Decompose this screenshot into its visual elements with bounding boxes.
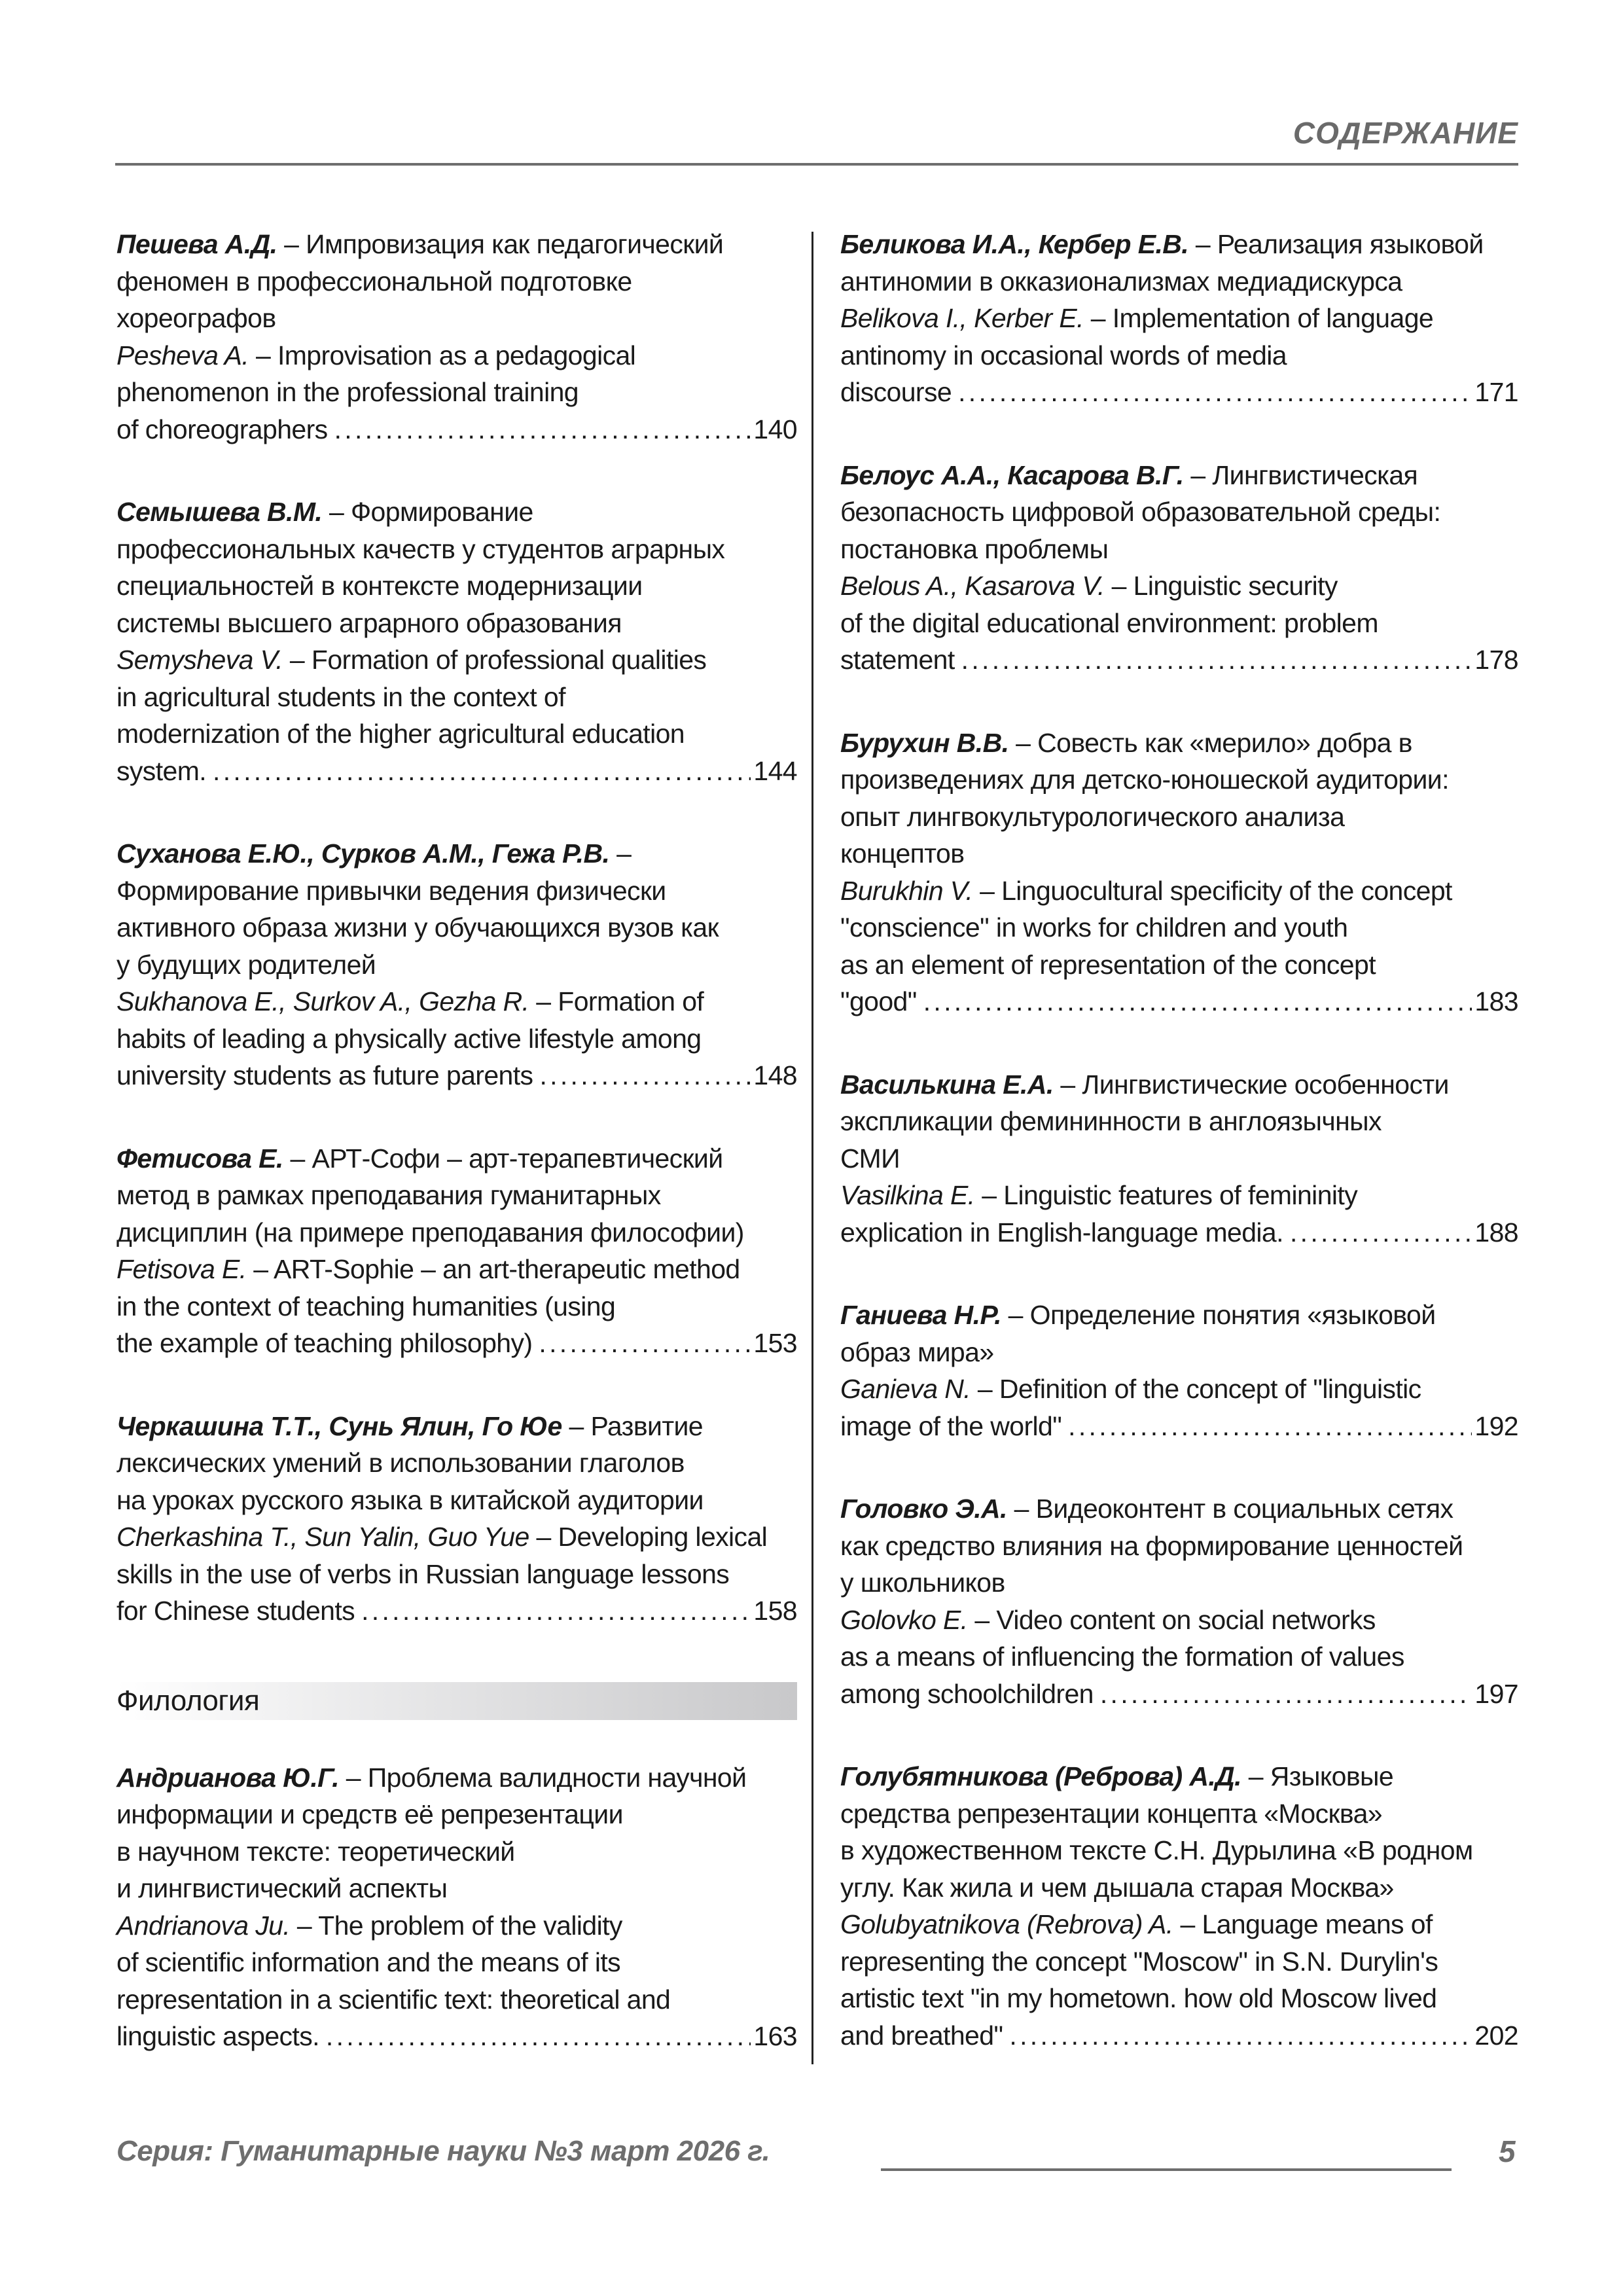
entry-author-ru: Голубятникова (Реброва) А.Д. xyxy=(840,1761,1241,1791)
entry-title-ru: антиномии в окказионализмах медиадискурса xyxy=(840,266,1402,296)
entry-ru-first-line xyxy=(840,1297,1518,1334)
entry-en-title-line xyxy=(116,374,797,411)
entry-ru-title-line xyxy=(116,872,797,910)
entry-title-ru: на уроках русского языка в китайской аудитории xyxy=(116,1484,704,1515)
entry-leader-line xyxy=(840,983,1518,1020)
entry-en-title-line xyxy=(116,679,797,716)
entry-en-text xyxy=(840,1983,1436,2013)
entry-ru-title-line xyxy=(116,1482,797,1519)
entry-page-number[interactable]: 183 xyxy=(1474,986,1518,1016)
entry-leader-line xyxy=(840,1676,1518,1713)
entry-title-ru: – Видеоконтент в социальных сетях xyxy=(1007,1494,1454,1524)
footer-series-title: Серия: Гуманитарные науки №3 март 2026 г. xyxy=(116,2135,770,2167)
entry-title-en: – Formation of xyxy=(529,986,704,1016)
entry-title-en: – Improvisation as a pedagogical xyxy=(249,340,636,370)
entry-page-number[interactable]: 197 xyxy=(1474,1678,1518,1709)
entry-title-en: of scientific information and the means of its xyxy=(116,1947,621,1977)
toc-entry[interactable] xyxy=(840,1758,1518,2054)
entry-ru-first-line xyxy=(840,1066,1518,1103)
entry-ru-title-line xyxy=(116,946,797,984)
entry-title-ru: постановка проблемы xyxy=(840,533,1109,564)
entry-title-en: – Language means of xyxy=(1173,1909,1433,1939)
entry-author-ru: Пешева А.Д. xyxy=(116,229,277,259)
entry-title-en: "conscience" in works for children and youth xyxy=(840,912,1348,942)
entry-en-text xyxy=(840,303,1433,333)
entry-author-en: Cherkashina T., Sun Yalin, Guo Yue xyxy=(116,1522,529,1552)
toc-entry[interactable] xyxy=(116,493,797,789)
entry-leader-line xyxy=(116,753,797,790)
entry-title-en: explication in English-language media. xyxy=(840,1217,1283,1247)
entry-title-en: university students as future parents xyxy=(116,1060,533,1090)
entry-en-title-line xyxy=(840,1943,1518,1981)
entry-ru-title-line xyxy=(116,1833,797,1871)
entry-en-text xyxy=(116,1559,729,1589)
entry-title-ru: хореографов xyxy=(116,303,276,333)
entry-title-ru: – Развитие xyxy=(562,1410,704,1441)
entry-en-title-line xyxy=(116,1251,797,1288)
entry-title-en: phenomenon in the professional training xyxy=(116,377,579,407)
entry-title-ru: средства репрезентации концепта «Москва» xyxy=(840,1798,1382,1829)
entry-title-en: antinomy in occasional words of media xyxy=(840,340,1287,370)
entry-en-text xyxy=(840,1408,1061,1445)
entry-ru-title-line xyxy=(840,1528,1518,1565)
entry-leader-line xyxy=(840,2017,1518,2054)
header-rule xyxy=(115,163,1518,166)
entry-title-en: as an element of representation of the concept xyxy=(840,949,1376,980)
entry-en-title-line xyxy=(116,1944,797,1981)
entry-en-text xyxy=(840,340,1287,370)
entry-page-number[interactable]: 148 xyxy=(753,1060,797,1090)
toc-entry[interactable] xyxy=(116,1140,797,1362)
entry-ru-title-line xyxy=(840,1869,1518,1907)
entry-leader-line xyxy=(116,2018,797,2055)
entry-en-text xyxy=(840,641,955,679)
entry-en-title-line xyxy=(116,1907,797,1945)
entry-ru-title-line xyxy=(840,531,1518,568)
entry-en-text xyxy=(840,1909,1433,1939)
entry-title-ru: – xyxy=(609,838,632,869)
dot-leader xyxy=(213,753,751,790)
entry-title-ru: как средство влияния на формирование ценностей xyxy=(840,1530,1463,1561)
entry-en-text xyxy=(116,377,579,407)
entry-ru-title-line xyxy=(840,1564,1518,1602)
entry-title-en: representing the concept "Moscow" in S.N. Durylin's xyxy=(840,1946,1438,1977)
entry-title-en: – Developing lexical xyxy=(529,1522,768,1552)
entry-en-text xyxy=(840,912,1347,942)
entry-en-text xyxy=(116,1947,620,1977)
entry-en-title-line xyxy=(840,1980,1518,2017)
entry-title-en: among schoolchildren xyxy=(840,1678,1094,1709)
entry-title-en: image of the world" xyxy=(840,1410,1062,1441)
entry-page-number[interactable]: 188 xyxy=(1474,1217,1518,1247)
entry-ru-title-line xyxy=(840,798,1518,836)
toc-entry[interactable] xyxy=(116,835,797,1094)
entry-title-ru: в художественном тексте С.Н. Дурылина «В родном xyxy=(840,1835,1473,1865)
entry-title-en: as a means of influencing the formation of values xyxy=(840,1641,1404,1672)
entry-en-text xyxy=(116,682,565,712)
entry-title-en: discourse xyxy=(840,377,952,407)
entry-ru-first-line xyxy=(116,1140,797,1177)
entry-title-ru: – Формирование xyxy=(322,497,533,527)
entry-en-text xyxy=(840,950,1376,980)
toc-entry[interactable] xyxy=(116,1759,797,2055)
entry-en-title-line xyxy=(840,909,1518,946)
dot-leader xyxy=(1290,1214,1472,1251)
entry-title-ru: феномен в профессиональной подготовке xyxy=(116,266,632,296)
entry-en-title-line xyxy=(840,872,1518,910)
toc-entry[interactable] xyxy=(840,1490,1518,1712)
entry-en-title-line xyxy=(116,1020,797,1058)
entry-ru-title-line xyxy=(116,605,797,642)
entry-ru-title-line xyxy=(840,835,1518,872)
entry-title-en: – ART-Sophie – an art-therapeutic method xyxy=(246,1254,740,1284)
entry-title-en: – Linguistic features of femininity xyxy=(974,1180,1358,1210)
entry-en-title-line xyxy=(840,1906,1518,1943)
entry-leader-line xyxy=(840,1408,1518,1445)
dot-leader xyxy=(1068,1408,1472,1445)
entry-ru-title-line xyxy=(840,1140,1518,1177)
footer-page-number: 5 xyxy=(1499,2134,1516,2168)
entry-en-text xyxy=(840,571,1338,601)
entry-title-en: – Definition of the concept of "linguistic xyxy=(971,1374,1421,1404)
entry-title-en: for Chinese students xyxy=(116,1596,355,1626)
entry-title-en: skills in the use of verbs in Russian language lessons xyxy=(116,1558,730,1589)
entry-title-en: artistic text "in my hometown. how old Moscow lived xyxy=(840,1983,1437,2013)
entry-title-ru: профессиональных качеств у студентов аграрных xyxy=(116,533,725,564)
entry-en-title-line xyxy=(840,1371,1518,1408)
toc-entry[interactable] xyxy=(116,1408,797,1630)
entry-en-title-line xyxy=(840,605,1518,642)
entry-author-ru: Черкашина Т.Т., Сунь Ялин, Го Юе xyxy=(116,1410,562,1441)
entry-title-ru: и лингвистический аспекты xyxy=(116,1873,448,1903)
entry-en-title-line xyxy=(116,1288,797,1325)
entry-title-ru: – Совесть как «мерило» добра в xyxy=(1008,727,1412,758)
dot-leader xyxy=(923,983,1472,1020)
entry-page-number[interactable]: 153 xyxy=(753,1328,797,1358)
dot-leader xyxy=(958,374,1472,411)
entry-en-text xyxy=(840,1605,1376,1635)
entry-en-title-line xyxy=(116,983,797,1020)
entry-ru-title-line xyxy=(116,300,797,337)
section-label: Филология xyxy=(116,1684,260,1717)
entry-author-en: Belous A., Kasarova V. xyxy=(840,571,1105,601)
entry-author-en: Vasilkina E. xyxy=(840,1180,975,1210)
entry-en-title-line xyxy=(840,337,1518,374)
toc-entry[interactable] xyxy=(116,226,797,448)
entry-page-number[interactable]: 144 xyxy=(753,755,797,786)
footer-rule xyxy=(881,2168,1452,2171)
entry-title-ru: опыт лингвокультурологического анализа xyxy=(840,801,1345,832)
entry-ru-title-line xyxy=(840,1334,1518,1371)
entry-title-en: habits of leading a physically active lifestyle among xyxy=(116,1023,702,1054)
entry-en-text xyxy=(116,340,635,370)
entry-en-text xyxy=(116,411,328,448)
entry-en-text xyxy=(116,1024,701,1054)
entry-author-ru: Семышева В.М. xyxy=(116,497,323,527)
entry-en-text xyxy=(116,1592,355,1630)
entry-title-ru: Формирование привычки ведения физически xyxy=(116,875,666,906)
entry-ru-first-line xyxy=(116,226,797,263)
entry-title-ru: – Лингвистическая xyxy=(1183,459,1418,490)
entry-en-text xyxy=(116,986,704,1016)
entry-title-ru: углу. Как жила и чем дышала старая Москва» xyxy=(840,1872,1394,1903)
entry-leader-line xyxy=(116,1057,797,1094)
entry-ru-title-line xyxy=(116,1870,797,1907)
entry-title-en: and breathed" xyxy=(840,2020,1003,2051)
toc-entry[interactable] xyxy=(840,457,1518,679)
toc-entry[interactable] xyxy=(840,226,1518,411)
entry-author-en: Golovko E. xyxy=(840,1604,968,1635)
entry-author-ru: Василькина Е.А. xyxy=(840,1069,1054,1100)
entry-ru-first-line xyxy=(116,1759,797,1797)
entry-leader-line xyxy=(840,641,1518,679)
entry-title-ru: – Импровизация как педагогический xyxy=(277,229,724,259)
entry-author-en: Andrianova Ju. xyxy=(116,1910,291,1941)
entry-title-ru: у будущих родителей xyxy=(116,949,376,980)
entry-title-en: of the digital educational environment: problem xyxy=(840,607,1378,638)
entry-title-ru: – Реализация языковой xyxy=(1188,229,1484,259)
entry-en-title-line xyxy=(116,641,797,679)
entry-page-number[interactable]: 163 xyxy=(753,2021,797,2051)
entry-en-text xyxy=(840,983,917,1020)
entry-en-text xyxy=(840,1641,1404,1672)
entry-title-en: – The problem of the validity xyxy=(290,1910,622,1941)
dot-leader xyxy=(326,2018,751,2055)
entry-ru-title-line xyxy=(116,567,797,605)
entry-ru-title-line xyxy=(116,1796,797,1833)
entry-ru-title-line xyxy=(840,1832,1518,1869)
entry-title-ru: – Определение понятия «языковой xyxy=(1001,1300,1436,1330)
entry-title-en: in agricultural students in the context of xyxy=(116,681,565,712)
entry-title-ru: – АРТ-Софи – арт-терапевтический xyxy=(283,1143,723,1174)
entry-title-en: – Formation of professional qualities xyxy=(283,645,707,675)
entry-en-text xyxy=(116,1254,740,1284)
entry-en-text xyxy=(840,1180,1357,1210)
entry-ru-title-line xyxy=(116,1177,797,1214)
entry-en-text xyxy=(840,1374,1421,1404)
entry-title-en: of choreographers xyxy=(116,414,328,444)
entry-author-en: Fetisova E. xyxy=(116,1254,247,1284)
entry-ru-title-line xyxy=(840,761,1518,798)
entry-en-text xyxy=(840,876,1452,906)
entry-en-title-line xyxy=(840,946,1518,984)
entry-leader-line xyxy=(840,374,1518,411)
section-heading-philology xyxy=(116,1682,797,1720)
entry-en-text xyxy=(116,1291,615,1321)
entry-title-en: representation in a scientific text: theoretical and xyxy=(116,1984,671,2015)
entry-en-title-line xyxy=(116,1981,797,2018)
entry-title-ru: у школьников xyxy=(840,1568,1005,1598)
entry-title-en: – Linguistic security xyxy=(1104,571,1338,601)
entry-ru-first-line xyxy=(840,725,1518,762)
entry-ru-title-line xyxy=(116,909,797,946)
entry-title-en: in the context of teaching humanities (using xyxy=(116,1291,616,1321)
entry-ru-title-line xyxy=(840,1795,1518,1833)
dot-leader xyxy=(539,1325,751,1362)
entry-author-en: Sukhanova E., Surkov A., Gezha R. xyxy=(116,986,529,1016)
toc-left-column xyxy=(116,226,797,2101)
entry-author-ru: Беликова И.А., Кербер Е.В. xyxy=(840,229,1189,259)
entry-ru-first-line xyxy=(116,835,797,872)
entry-title-ru: лексических умений в использовании глаголов xyxy=(116,1448,685,1478)
entry-ru-first-line xyxy=(840,226,1518,263)
entry-en-text xyxy=(840,1946,1438,1977)
dot-leader xyxy=(961,641,1472,679)
entry-title-ru: – Проблема валидности научной xyxy=(338,1762,747,1793)
entry-ru-first-line xyxy=(116,493,797,531)
entry-title-ru: СМИ xyxy=(840,1143,900,1174)
entry-title-ru: активного образа жизни у обучающихся вузов как xyxy=(116,912,719,942)
entry-author-ru: Головко Э.А. xyxy=(840,1494,1007,1524)
entry-en-title-line xyxy=(840,300,1518,337)
entry-title-ru: – Языковые xyxy=(1241,1761,1394,1791)
entry-ru-title-line xyxy=(116,1214,797,1251)
entry-page-number[interactable]: 158 xyxy=(753,1596,797,1626)
entry-author-en: Pesheva A. xyxy=(116,340,249,370)
entry-ru-title-line xyxy=(116,1444,797,1482)
entry-en-text xyxy=(116,1522,767,1552)
entry-ru-first-line xyxy=(840,457,1518,494)
entry-title-en: statement xyxy=(840,645,955,675)
entry-en-text xyxy=(840,1214,1283,1251)
entry-title-en: the example of teaching philosophy) xyxy=(116,1328,533,1358)
dot-leader xyxy=(1100,1676,1472,1713)
entry-title-ru: метод в рамках преподавания гуманитарных xyxy=(116,1180,661,1210)
entry-title-ru: специальностей в контексте модернизации xyxy=(116,571,643,601)
entry-en-title-line xyxy=(116,1556,797,1593)
entry-en-text xyxy=(840,1676,1094,1713)
entry-title-ru: в научном тексте: теоретический xyxy=(116,1836,515,1867)
entry-en-text xyxy=(116,1325,532,1362)
entry-author-ru: Фетисова Е. xyxy=(116,1143,283,1174)
entry-en-text xyxy=(116,1984,670,2015)
entry-en-title-line xyxy=(840,1638,1518,1676)
entry-page-number[interactable]: 202 xyxy=(1474,2020,1518,2051)
entry-page-number[interactable]: 192 xyxy=(1474,1410,1518,1441)
entry-en-text xyxy=(840,374,952,411)
entry-ru-first-line xyxy=(840,1490,1518,1528)
entry-en-text xyxy=(840,608,1378,638)
entry-title-en: "good" xyxy=(840,986,917,1016)
dot-leader xyxy=(334,411,751,448)
entry-author-en: Golubyatnikova (Rebrova) A. xyxy=(840,1909,1173,1939)
entry-en-title-line xyxy=(116,1518,797,1556)
entry-author-ru: Андрианова Ю.Г. xyxy=(116,1762,339,1793)
entry-leader-line xyxy=(116,411,797,448)
entry-author-ru: Ганиева Н.Р. xyxy=(840,1300,1001,1330)
toc-right-column xyxy=(840,226,1518,2100)
entry-author-en: Burukhin V. xyxy=(840,875,973,906)
entry-title-ru: дисциплин (на примере преподавания философии) xyxy=(116,1217,744,1247)
entry-author-ru: Бурухин В.В. xyxy=(840,727,1009,758)
entry-title-ru: произведениях для детско-юношеской аудитории: xyxy=(840,764,1449,795)
dot-leader xyxy=(361,1592,751,1630)
entry-title-ru: экспликации фемининности в англоязычных xyxy=(840,1106,1382,1136)
toc-entry[interactable] xyxy=(840,725,1518,1020)
dot-leader xyxy=(539,1057,751,1094)
entry-author-en: Semysheva V. xyxy=(116,645,283,675)
column-divider xyxy=(812,232,813,2064)
entry-title-ru: безопасность цифровой образовательной среды: xyxy=(840,497,1441,527)
entry-en-title-line xyxy=(840,1602,1518,1639)
entry-en-text xyxy=(116,645,706,675)
entry-author-ru: Белоус А.А., Касарова В.Г. xyxy=(840,459,1184,490)
entry-title-ru: – Лингвистические особенности xyxy=(1053,1069,1449,1100)
entry-title-en: modernization of the higher agricultural education xyxy=(116,719,685,749)
entry-en-text xyxy=(116,719,685,749)
entry-en-text xyxy=(840,2017,1003,2054)
entry-en-title-line xyxy=(116,715,797,753)
entry-title-en: system. xyxy=(116,755,207,786)
entry-title-ru: концептов xyxy=(840,838,965,869)
entry-author-en: Belikova I., Kerber E. xyxy=(840,303,1084,333)
entry-leader-line xyxy=(840,1214,1518,1251)
entry-en-title-line xyxy=(840,567,1518,605)
entry-ru-title-line xyxy=(840,1103,1518,1140)
entry-ru-title-line xyxy=(840,493,1518,531)
entry-ru-first-line xyxy=(116,1408,797,1445)
entry-leader-line xyxy=(116,1325,797,1362)
entry-title-en: – Implementation of language xyxy=(1083,303,1434,333)
toc-entry[interactable] xyxy=(840,1066,1518,1251)
entry-title-en: – Video content on social networks xyxy=(967,1604,1376,1635)
entry-ru-title-line xyxy=(840,263,1518,300)
entry-page-number[interactable]: 171 xyxy=(1474,377,1518,407)
entry-author-ru: Суханова Е.Ю., Сурков А.М., Гежа Р.В. xyxy=(116,838,610,869)
entry-ru-first-line xyxy=(840,1758,1518,1795)
entry-title-ru: системы высшего аграрного образования xyxy=(116,607,622,638)
entry-en-text xyxy=(116,2018,319,2055)
dot-leader xyxy=(1009,2017,1472,2054)
entry-title-en: – Linguocultural specificity of the concept xyxy=(972,875,1452,906)
entry-leader-line xyxy=(116,1592,797,1630)
entry-ru-title-line xyxy=(116,531,797,568)
entry-title-ru: образ мира» xyxy=(840,1336,994,1367)
entry-en-text xyxy=(116,1057,533,1094)
entry-title-en: linguistic aspects. xyxy=(116,2021,319,2051)
entry-page-number[interactable]: 140 xyxy=(753,414,797,444)
entry-author-en: Ganieva N. xyxy=(840,1374,971,1404)
entry-en-text xyxy=(116,753,206,790)
running-head-contents: СОДЕРЖАНИЕ xyxy=(1293,116,1518,150)
toc-entry[interactable] xyxy=(840,1297,1518,1444)
entry-en-text xyxy=(116,1910,622,1941)
entry-page-number[interactable]: 178 xyxy=(1474,645,1518,675)
entry-title-ru: информации и средств её репрезентации xyxy=(116,1799,623,1829)
entry-en-title-line xyxy=(840,1177,1518,1214)
entry-en-title-line xyxy=(116,337,797,374)
entry-ru-title-line xyxy=(116,263,797,300)
